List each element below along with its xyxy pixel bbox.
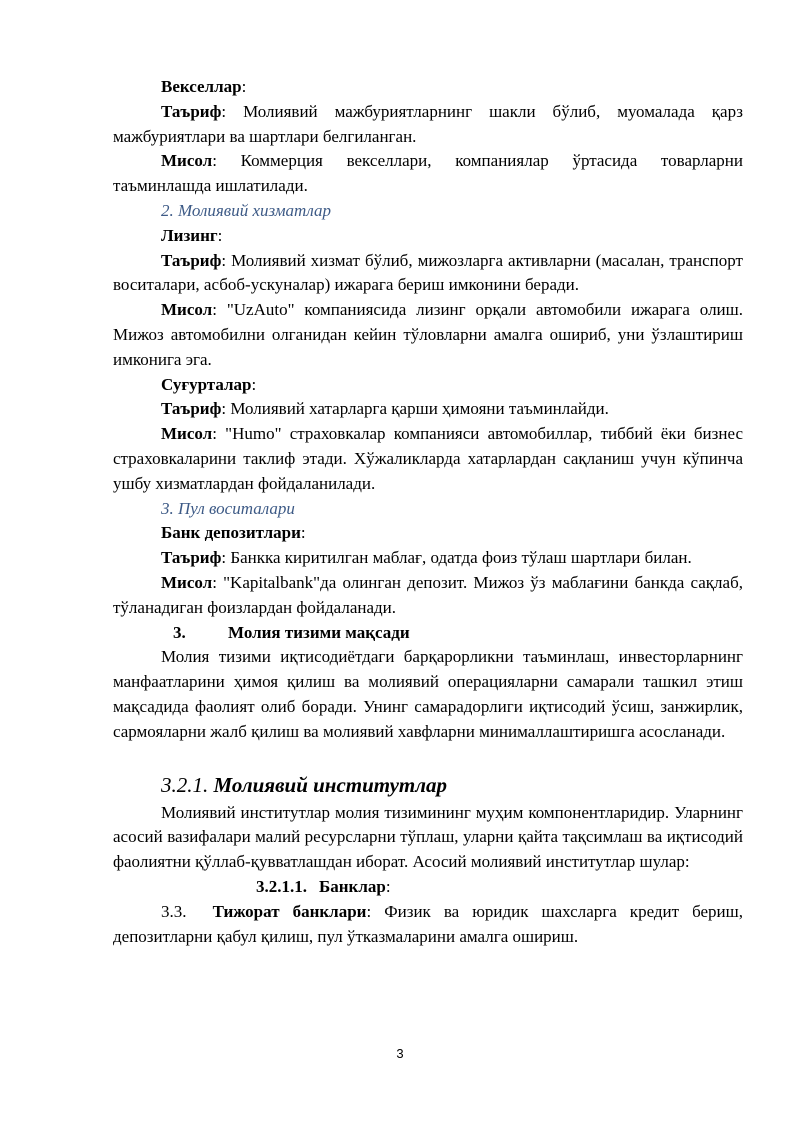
numbered-heading: 3. Молия тизими мақсади bbox=[173, 622, 410, 642]
definition-paragraph: Таъриф: Банкка киритилган маблағ, одатда фоиз тўлаш шартлари билан. bbox=[161, 548, 692, 568]
body-paragraph: 3.3. Тижорат банклари: Физик ва юридик шахсларга кредит бериш, депозитларни қабул қилиш, пул ўтказмаларини амалга ошириш. bbox=[113, 901, 743, 946]
subheading: 3. Пул воситалари bbox=[161, 498, 295, 518]
example-paragraph: Мисол: "UzAuto" компаниясида лизинг орқали автомобили ижарага олиш. Мижоз автомобилни олганидан кейин тўловларни амалга ошириб, уни ўзлаштириш имконига эга. bbox=[113, 300, 743, 369]
term-heading: Векселлар: bbox=[161, 77, 247, 96]
example-paragraph: Мисол: "Humo" страховкалар компанияси автомобиллар, тиббий ёки бизнес страховкаларини таклиф этади. Хўжаликларда хатарлардан сақланиш учун кўпинча ушбу хизматлардан фойдаланилади. bbox=[113, 424, 743, 493]
definition-paragraph: Таъриф: Молиявий хизмат бўлиб, мижозларга активларни (масалан, транспорт воситалари, асбоб-ускуналар) ижарага бериш имконини беради. bbox=[113, 250, 743, 295]
example-paragraph: Мисол: "Kapitalbank"да олинган депозит. Мижоз ўз маблағини банкда сақлаб, тўланадиган фоизлардан фойдаланади. bbox=[113, 572, 743, 617]
example-paragraph: Мисол: Коммерция векселлари, компаниялар ўртасида товарларни таъминлашда ишлатилади. bbox=[113, 151, 743, 196]
body-paragraph: Молиявий институтлар молия тизимининг муҳим компонентларидир. Уларнинг асосий вазифалари малий ресурсларни тўплаш, уларни қайта тақсимлаш ва иқтисодий фаолиятни қўллаб-қувватлашдан иборат. Асосий молиявий институтлар шулар: bbox=[113, 802, 743, 872]
page-content bbox=[113, 75, 743, 949]
section-heading: 3.2.1. Молиявий институтлар bbox=[161, 772, 448, 797]
definition-paragraph: Таъриф: Молиявий мажбуриятларнинг шакли бўлиб, муомалада қарз мажбуриятлари ва шартлари белгиланган. bbox=[113, 101, 743, 146]
definition-paragraph: Таъриф: Молиявий хатарларга қарши ҳимояни таъминлайди. bbox=[161, 399, 609, 419]
subheading: 2. Молиявий хизматлар bbox=[161, 200, 331, 220]
term-heading: Банк депозитлари: bbox=[161, 523, 306, 543]
subsection-heading: 3.2.1.1. Банклар: bbox=[256, 876, 391, 896]
body-paragraph: Молия тизими иқтисодиётдаги барқарорликни таъминлаш, инвесторларнинг манфаатларини ҳимоя қилиш ва молиявий операцияларни самарали ташкил этиш мақсадида фаолият олиб боради. Унинг самарадорлиги иқтисодий ўсиш, занжирлик, сармояларни жалб қилиш ва молиявий хавфларни минималлаштиришга асосланади. bbox=[113, 647, 743, 741]
term-heading: Суғурталар: bbox=[161, 374, 257, 394]
term-heading: Лизинг: bbox=[161, 225, 223, 245]
page-number: 3 bbox=[396, 1046, 404, 1061]
